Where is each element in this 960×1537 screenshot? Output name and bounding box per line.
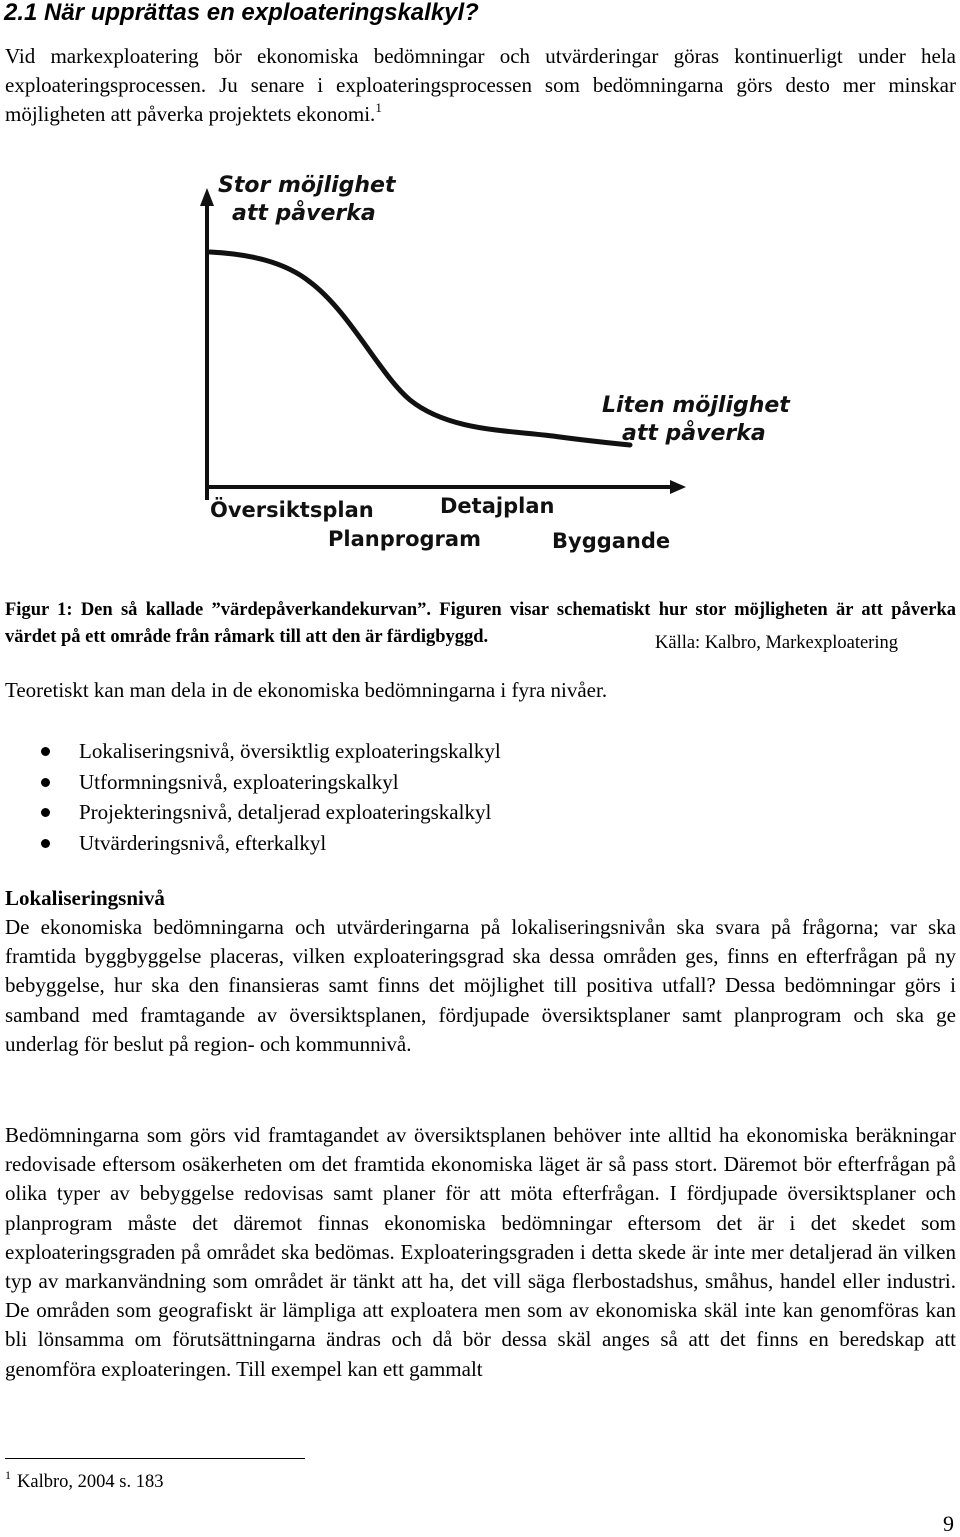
page-number: 9 <box>943 1511 954 1536</box>
phase-label-detaljplan: Detajplan <box>440 494 555 518</box>
footnote-divider <box>5 1458 305 1459</box>
phase-label-planprogram: Planprogram <box>328 527 481 551</box>
localization-paragraph: De ekonomiska bedömningarna och utvärderingarna på lokaliseringsnivån ska svara på frågorna; var ska framtida byggbyggelse placeras, vilken exploateringsgrad ska dessa områden ges, finns en efterfrågan på ny bebyggelse, hur ska den finansieras samt finns det möjlighet till positiva utfall? Dessa bedömningar görs i samband med framtagande av översiktsplanen, fördjupade översiktsplaner samt planprogram och ska ge underlag för beslut på region- och kommunnivå. <box>5 915 956 1056</box>
levels-list <box>0 736 501 858</box>
bullet-icon <box>41 747 50 756</box>
localization-heading: Lokaliseringsnivå <box>5 886 165 910</box>
value-influence-curve-diagram <box>170 160 800 580</box>
list-item-text: Projekteringsnivå, detaljerad exploateringskalkyl <box>79 800 492 824</box>
section-heading: 2.1 När upprättas en exploateringskalkyl? <box>4 0 479 26</box>
phase-label-byggande: Byggande <box>552 529 671 553</box>
assessments-paragraph: Bedömningarna som görs vid framtagandet av översiktsplanen behöver inte alltid ha ekonomiska beräkningar redovisade eftersom osäkerheten om det framtida ekonomiska läget är så pass stort. Däremot bör efterfrågan på olika typer av bebyggelse redovisas samt planer för att möta efterfrågan. I fördjupade översiktsplaner och planprogram måste det däremot finnas ekonomiska bedömningar eftersom det är i det skedet som exploateringsgraden på området ska bedömas. Exploateringsgraden i detta skede är inte mer detaljerad än vilken typ av markanvändning som området är tänkt att ha, det vill säga flerbostadshus, småhus, handel eller industri. De områden som geografiskt är lämpliga att exploatera men som av ekonomiska skäl inte kan genomföras kan bli lönsamma om förutsättningarna ändras och då bör dessa skäl anges så att det finns en beredskap att genomföra exploateringen. Till exempel kan ett gammalt <box>5 1123 956 1381</box>
list-item <box>0 736 501 767</box>
low-influence-label-line2: att påverka <box>622 421 766 446</box>
influence-curve <box>210 252 630 445</box>
high-influence-label-line2: att påverka <box>232 201 376 226</box>
bullet-icon <box>41 808 50 817</box>
list-item <box>0 797 501 828</box>
footnote-ref: 1 <box>375 100 382 116</box>
footnote <box>5 1468 163 1496</box>
value-influence-figure <box>170 160 800 580</box>
levels-intro: Teoretiskt kan man dela in de ekonomiska bedömningarna i fyra nivåer. <box>5 678 608 702</box>
figure-caption: Figur 1: Den så kallade ”värdepåverkandekurvan”. Figuren visar schematiskt hur stor möjligheten är att påverka värdet på ett område från råmark till att den är färdigbyggd. <box>5 600 956 647</box>
list-item-text: Utvärderingsnivå, efterkalkyl <box>79 830 327 855</box>
bullet-icon <box>41 778 50 787</box>
intro-paragraph <box>5 42 956 130</box>
horizontal-axis-arrow <box>670 480 686 494</box>
low-influence-label-line1: Liten möjlighet <box>602 393 790 418</box>
list-item-text: Utformningsnivå, exploateringskalkyl <box>79 769 399 794</box>
bullet-icon <box>41 839 50 848</box>
figure-source: Källa: Kalbro, Markexploatering <box>655 633 898 653</box>
list-item-text: Lokaliseringsnivå, översiktlig exploateringskalkyl <box>79 739 501 763</box>
vertical-axis-arrow <box>200 188 214 206</box>
footnote-number: 1 <box>5 1468 11 1482</box>
phase-label-oversiktsplan: Översiktsplan <box>210 498 374 522</box>
high-influence-label-line1: Stor möjlighet <box>218 173 396 198</box>
list-item <box>0 767 501 798</box>
intro-text: Vid markexploatering bör ekonomiska bedömningar och utvärderingar göras kontinuerligt under hela exploateringsprocessen. Ju senare i exploateringsprocessen som bedömningarna görs desto mer minskar möjligheten att påverka projektets ekonomi. <box>5 44 956 127</box>
list-item <box>0 828 501 859</box>
footnote-text: Kalbro, 2004 s. 183 <box>17 1472 164 1492</box>
